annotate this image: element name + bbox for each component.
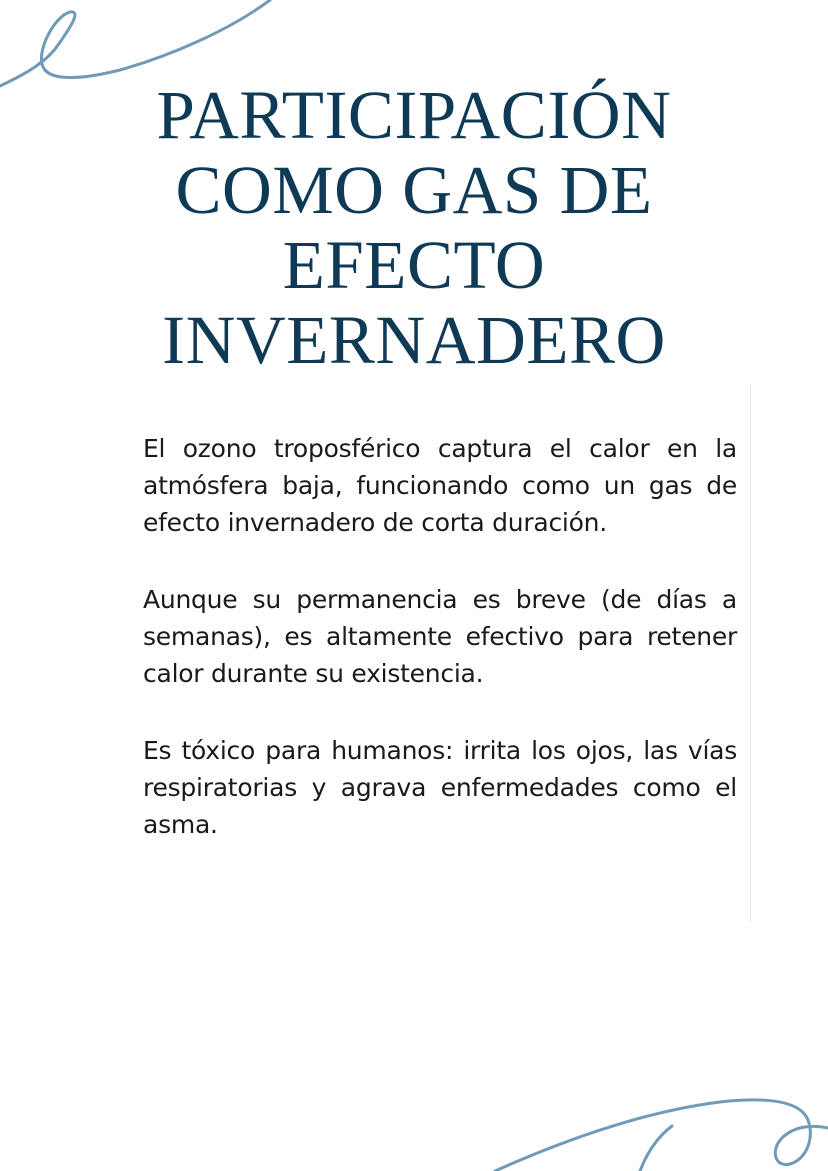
bottom-right-swirl-tail: [640, 1126, 672, 1171]
title-line: PARTICIPACIÓN: [156, 77, 672, 153]
page-title: [60, 78, 768, 378]
title-line: INVERNADERO: [162, 302, 666, 378]
bottom-right-swirl: [495, 1100, 828, 1171]
title-line: EFECTO: [282, 227, 546, 303]
vertical-divider: [750, 384, 751, 922]
title-line: COMO GAS DE: [175, 152, 653, 228]
body-text: [143, 430, 737, 883]
paragraph: Aunque su permanencia es breve (de días a semanas), es altamente efectivo para retener calor durante su existencia.: [143, 585, 737, 688]
paragraph: El ozono troposférico captura el calor en la atmósfera baja, funcionando como un gas de efecto invernadero de corta duración.: [143, 434, 737, 537]
paragraph: Es tóxico para humanos: irrita los ojos, las vías respiratorias y agrava enfermedades como el asma.: [143, 736, 737, 839]
top-left-swirl: [0, 0, 270, 86]
